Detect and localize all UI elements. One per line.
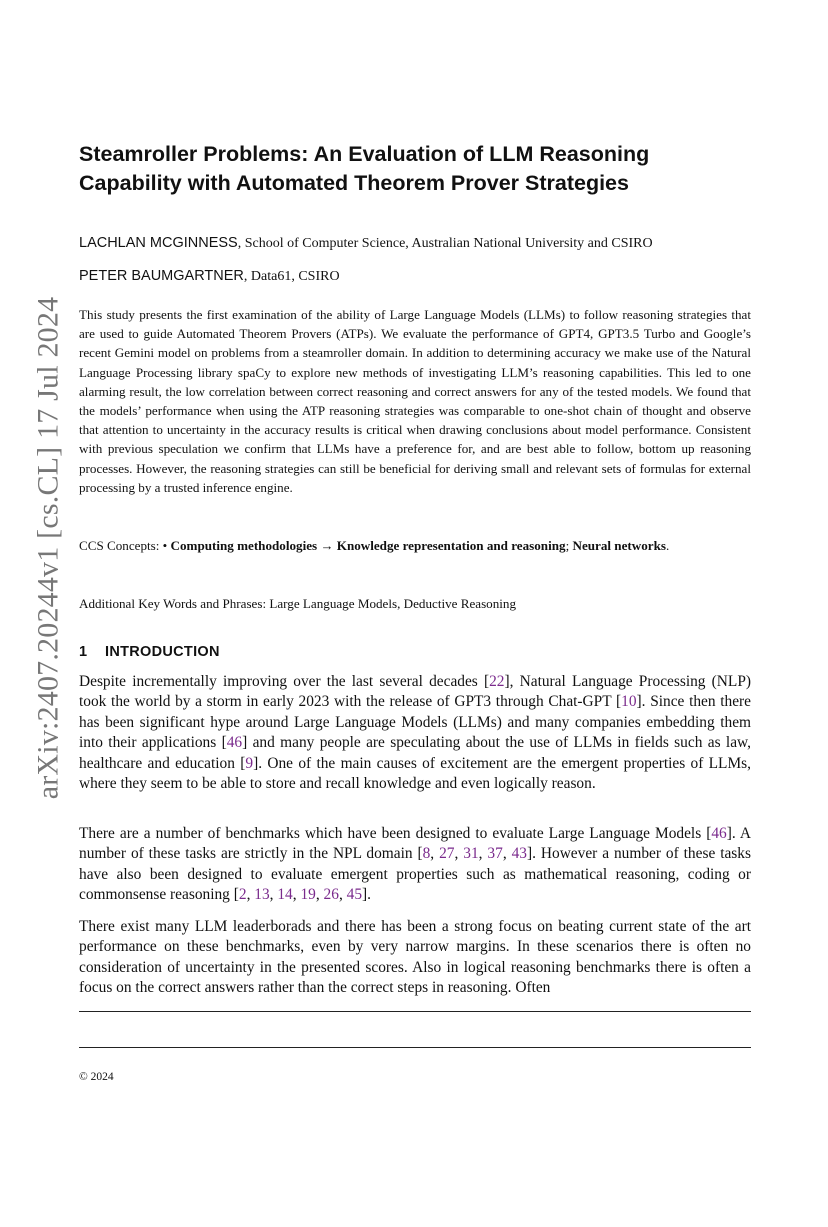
- citation-link[interactable]: 14: [277, 886, 293, 904]
- citation-link[interactable]: 43: [511, 845, 527, 863]
- citation-link[interactable]: 22: [489, 673, 505, 690]
- paragraph-text: ]. One of the main causes of excitement are the emergent properties of LLMs, where they seem to be able to store and recall knowledge and even logically reason.: [79, 754, 751, 793]
- paragraph-text: ,: [430, 845, 440, 863]
- section-heading: [79, 644, 220, 660]
- paragraph-1: [79, 672, 751, 794]
- paragraph-text: ,: [246, 886, 255, 904]
- citation-link[interactable]: 26: [323, 886, 339, 904]
- paragraph-2: [79, 824, 751, 906]
- paragraph-text: ,: [478, 845, 488, 863]
- ccs-end: .: [665, 538, 670, 553]
- author-affiliation: , Data61, CSIRO: [243, 269, 340, 284]
- paragraph-text: ,: [292, 886, 301, 904]
- paragraph-text: ].: [362, 886, 372, 904]
- ccs-bullet: •: [162, 538, 171, 553]
- author-2: [79, 268, 340, 285]
- paragraph-text: ,: [269, 886, 278, 904]
- ccs-arrow: →: [317, 538, 337, 553]
- arxiv-identifier-sidebar: [26, 258, 70, 838]
- ccs-concept: Knowledge representation and reasoning: [336, 538, 566, 553]
- paragraph-text: ]. A number of these tasks are strictly in the NPL domain [: [79, 825, 751, 863]
- paragraph-text: ,: [454, 845, 464, 863]
- paragraph-text: ,: [315, 886, 324, 904]
- arxiv-identifier: arXiv:2407.20244v1 [cs.CL] 17 Jul 2024: [31, 296, 64, 800]
- citation-link[interactable]: 2: [238, 886, 247, 904]
- footnote-rule: [79, 1011, 751, 1012]
- citation-link[interactable]: 9: [245, 754, 254, 772]
- citation-link[interactable]: 10: [621, 693, 637, 711]
- citation-link[interactable]: 31: [463, 845, 479, 863]
- paper-title: Steamroller Problems: An Evaluation of LLM Reasoning Capability with Automated Theorem Prover Strategies: [79, 142, 650, 195]
- paragraph-text: ,: [338, 886, 347, 904]
- section-title: INTRODUCTION: [105, 644, 220, 660]
- copyright-notice: © 2024: [79, 1071, 114, 1083]
- ccs-separator: ;: [565, 538, 573, 553]
- paragraph-text: ] and many people are speculating about the use of LLMs in fields such as law, healthcare and education [: [79, 734, 751, 772]
- abstract: This study presents the first examination of the ability of Large Language Models (LLMs) to follow reasoning strategies that are used to guide Automated Theorem Provers (ATPs). We evaluate the performance of GPT4, GPT3.5 Turbo and Google’s recent Gemini model on problems from a steamroller domain. In addition to determining accuracy we make use of the Natural Language Processing library spaCy to explore new methods of investigating LLM’s reasoning capabilities. This led to one alarming result, the low correlation between correct reasoning and correct answers for any of the tested models. We found that the models’ performance when using the ATP reasoning strategies was comparable to one-shot chain of thought and observe that attention to uncertainty in the accuracy results is critical when drawing conclusions about model performance. Consistent with previous speculation we confirm that LLMs have a preference for, and are best able to follow, bottom up reasoning processes. However, the reasoning strategies can still be beneficial for deriving small and relevant sets of formulas for external processing by a trusted inference engine.: [79, 307, 751, 495]
- ccs-concept: Neural networks: [572, 538, 666, 553]
- citation-link[interactable]: 37: [487, 845, 503, 863]
- footer-rule: [79, 1047, 751, 1048]
- paragraph-text: There exist many LLM leaderborads and there has been a strong focus on beating current state of the art performance on these benchmarks, even by very narrow margins. In these scenarios there is often no consideration of uncertainty in the presented scores. Also in logical reasoning benchmarks there is often a focus on the correct answers rather than the correct steps in reasoning. Often: [79, 918, 751, 997]
- author-name: LACHLAN MCGINNESS: [79, 235, 238, 251]
- keywords: Additional Key Words and Phrases: Large Language Models, Deductive Reasoning: [79, 596, 517, 611]
- paragraph-text: There are a number of benchmarks which have been designed to evaluate Large Language Models [: [79, 825, 712, 842]
- section-number: 1: [79, 644, 88, 660]
- paragraph-text: ]. However a number of these tasks have also been designed to evaluate emergent properties such as mathematical reasoning, coding or commonsense reasoning [: [79, 845, 751, 904]
- citation-link[interactable]: 46: [711, 825, 727, 842]
- citation-link[interactable]: 46: [226, 734, 243, 752]
- paragraph-text: ]. Since then there has been significant hype around Large Language Models (LLMs) and many companies embedding them into their applications [: [79, 693, 751, 752]
- citation-link[interactable]: 19: [300, 886, 316, 904]
- citation-link[interactable]: 8: [422, 845, 431, 863]
- ccs-concept: Computing methodologies: [170, 538, 318, 553]
- ccs-label: CCS Concepts:: [79, 538, 163, 553]
- citation-link[interactable]: 13: [254, 886, 270, 904]
- citation-link[interactable]: 45: [346, 886, 363, 904]
- author-name: PETER BAUMGARTNER: [79, 268, 244, 284]
- citation-link[interactable]: 27: [439, 845, 455, 863]
- paragraph-3: [79, 917, 751, 999]
- paragraph-text: ,: [502, 845, 512, 863]
- paragraph-text: Despite incrementally improving over the last several decades [: [79, 673, 490, 690]
- author-1: [79, 235, 653, 252]
- ccs-concepts: [79, 536, 751, 555]
- paragraph-text: ], Natural Language Processing (NLP) took the world by a storm in early 2023 with the release of GPT3 through Chat-GPT [: [79, 673, 751, 711]
- author-affiliation: , School of Computer Science, Australian National University and CSIRO: [237, 236, 653, 251]
